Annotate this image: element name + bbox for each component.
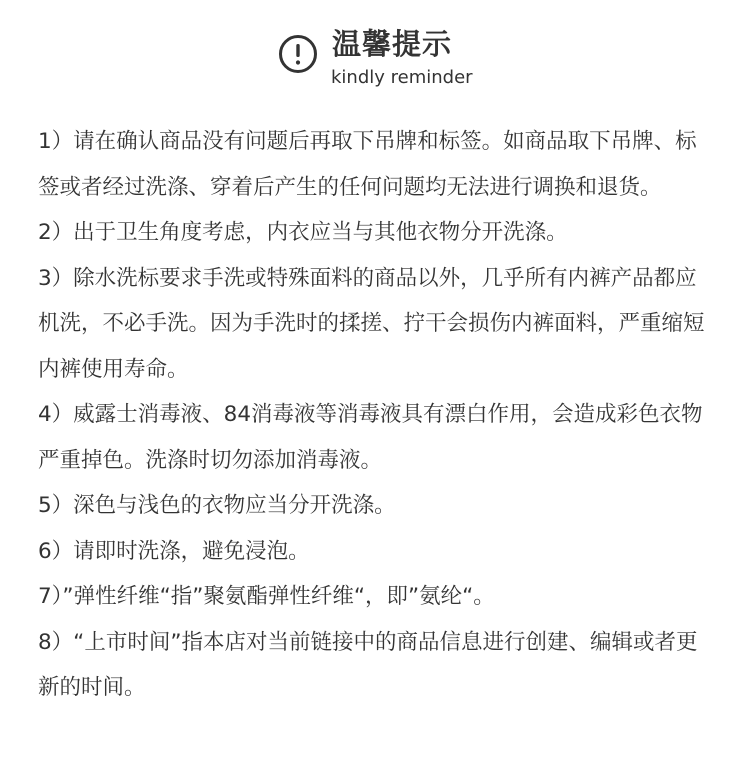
reminder-item-6: 6）请即时洗涤，避免浸泡。 bbox=[38, 538, 310, 564]
reminder-item-2: 2）出于卫生角度考虑，内衣应当与其他衣物分开洗涤。 bbox=[38, 220, 568, 245]
reminder-item-8: 8）“上市时间”指本店对当前链接中的商品信息进行创建、编辑或者更新的时间。 bbox=[38, 629, 698, 700]
reminder-header bbox=[0, 26, 750, 96]
reminder-item-3: 3）除水洗标要求手洗或特殊面料的商品以外，几乎所有内裤产品都应机洗，不必手洗。因为手洗时的揉搓、拧干会损伤内裤面料，严重缩短内裤使用寿命。 bbox=[38, 265, 705, 382]
reminder-item-1: 1）请在确认商品没有问题后再取下吊牌和标签。如商品取下吊牌、标签或者经过洗涤、穿着后产生的任何问题均无法进行调换和退货。 bbox=[38, 129, 697, 200]
reminder-item-7: 7）”弹性纤维“指”聚氨酯弹性纤维“，即”氨纶“。 bbox=[38, 584, 495, 609]
reminder-item-4: 4）威露士消毒液、84消毒液等消毒液具有漂白作用，会造成彩色衣物严重掉色。洗涤时切勿添加消毒液。 bbox=[38, 402, 703, 473]
reminder-item-5: 5）深色与浅色的衣物应当分开洗涤。 bbox=[38, 493, 396, 518]
page-subtitle: kindly reminder bbox=[331, 67, 473, 88]
page-title: 温馨提示 bbox=[332, 27, 453, 61]
exclamation-circle-icon bbox=[278, 34, 318, 74]
reminder-list bbox=[38, 119, 718, 711]
